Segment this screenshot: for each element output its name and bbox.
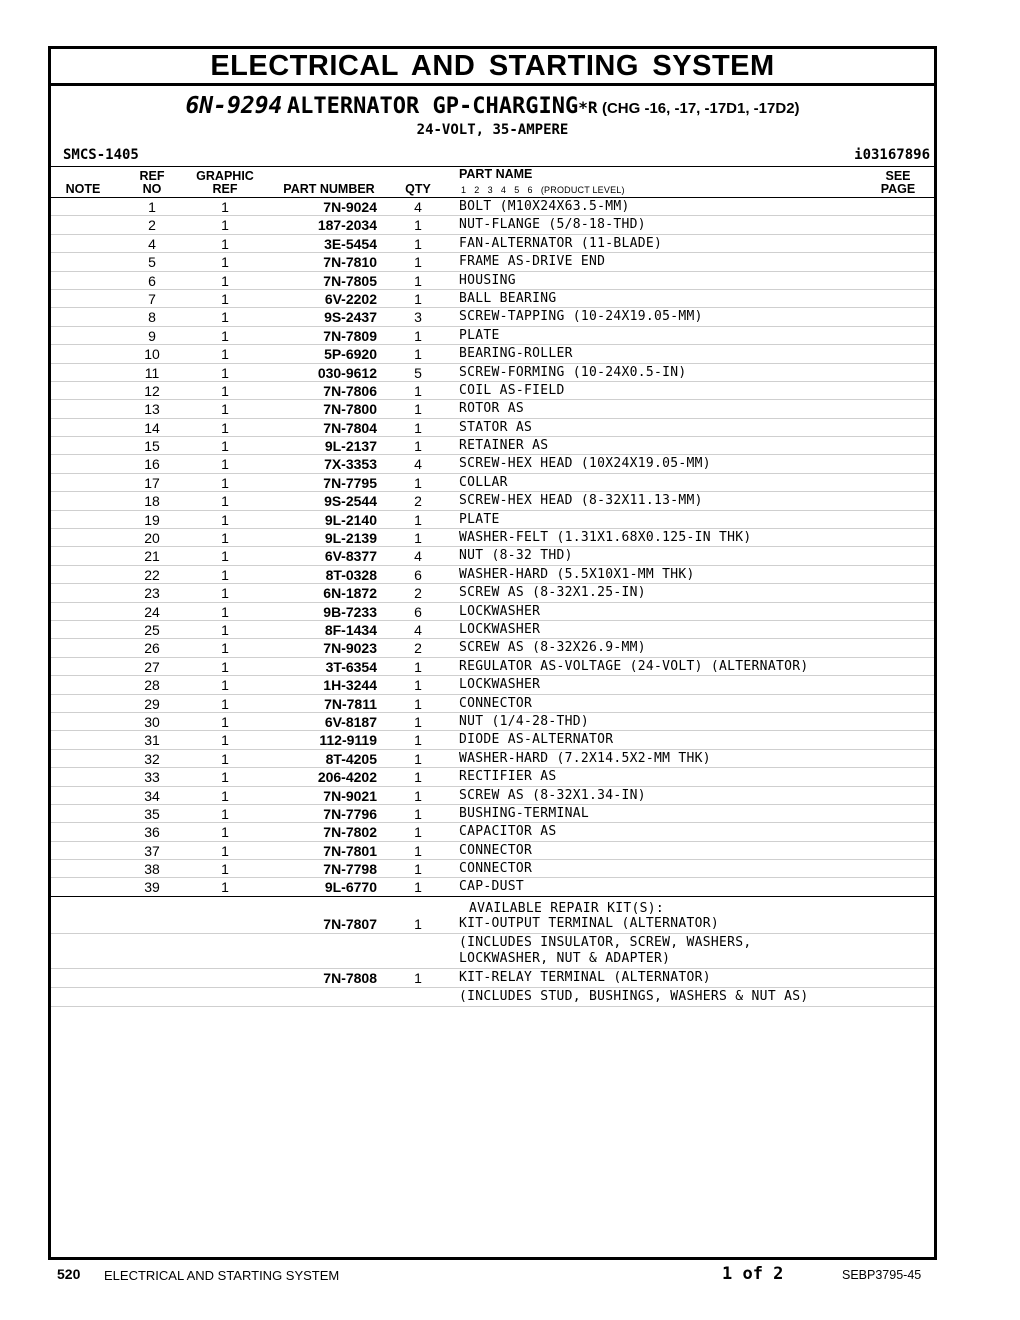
- part-name: PLATE: [459, 327, 500, 343]
- part-name: COIL AS-FIELD: [459, 382, 565, 398]
- ref-no: 6: [148, 272, 156, 289]
- part-number: 112-9119: [319, 732, 377, 749]
- col-graphic-bottom: REF: [212, 182, 238, 196]
- table-row: [51, 400, 934, 418]
- part-name: WASHER-FELT (1.31X1.68X0.125-IN THK): [459, 530, 752, 546]
- ref-no: 34: [144, 787, 160, 804]
- part-number: 7N-7806: [323, 382, 377, 399]
- quantity: 1: [414, 842, 422, 859]
- kit-name: KIT-OUTPUT TERMINAL (ALTERNATOR): [459, 915, 720, 931]
- ref-no: 20: [144, 530, 160, 547]
- quantity: 1: [414, 695, 422, 712]
- part-name: SCREW-TAPPING (10-24X19.05-MM): [459, 309, 703, 325]
- part-number: 9S-2544: [324, 493, 377, 510]
- part-name: LOCKWASHER: [459, 603, 541, 619]
- table-row: [51, 584, 934, 602]
- kit-name: (INCLUDES INSULATOR, SCREW, WASHERS, LOCKWASHER, NUT & ADAPTER): [459, 934, 752, 966]
- quantity: 4: [414, 456, 422, 473]
- kit-row: [51, 969, 934, 988]
- graphic-ref: 1: [221, 419, 229, 436]
- graphic-ref: 1: [221, 824, 229, 841]
- part-name: SCREW-FORMING (10-24X0.5-IN): [459, 364, 687, 380]
- quantity: 1: [414, 346, 422, 363]
- graphic-ref: 1: [221, 879, 229, 896]
- quantity: 1: [414, 861, 422, 878]
- part-number: 7N-7811: [324, 695, 377, 712]
- ref-no: 39: [144, 879, 160, 896]
- group-marker: *R: [578, 98, 598, 117]
- ref-no: 26: [144, 640, 160, 657]
- table-row: [51, 419, 934, 437]
- part-name: NUT (1/4-28-THD): [459, 713, 590, 729]
- graphic-ref: 1: [221, 401, 229, 418]
- ref-no: 37: [144, 842, 160, 859]
- graphic-ref: 1: [221, 585, 229, 602]
- table-row: [51, 750, 934, 768]
- table-row: [51, 878, 934, 896]
- part-name: BALL BEARING: [459, 290, 557, 306]
- ref-no: 4: [148, 235, 156, 252]
- quantity: 1: [414, 658, 422, 675]
- col-qty: QTY: [405, 182, 431, 196]
- ref-no: 13: [144, 401, 160, 418]
- kit-heading-row: [51, 897, 934, 915]
- quantity: 6: [414, 603, 422, 620]
- ref-no: 2: [148, 217, 156, 234]
- part-number: 6V-8377: [324, 548, 377, 565]
- table-row: [51, 529, 934, 547]
- quantity: 1: [414, 787, 422, 804]
- part-name: CONNECTOR: [459, 695, 533, 711]
- table-row: [51, 455, 934, 473]
- graphic-ref: 1: [221, 235, 229, 252]
- graphic-ref: 1: [221, 787, 229, 804]
- parts-table: [51, 198, 934, 897]
- part-number: 7N-9023: [323, 640, 377, 657]
- part-name: WASHER-HARD (5.5X10X1-MM THK): [459, 566, 695, 582]
- ref-no: 21: [144, 548, 160, 565]
- col-part-name: PART NAME: [459, 167, 533, 181]
- smcs-code: SMCS-1405: [63, 147, 139, 163]
- graphic-ref: 1: [221, 309, 229, 326]
- ref-no: 29: [144, 695, 160, 712]
- part-name: RETAINER AS: [459, 438, 549, 454]
- part-number: 7N-7801: [323, 842, 377, 859]
- quantity: 1: [414, 750, 422, 767]
- ref-no: 10: [144, 346, 160, 363]
- graphic-ref: 1: [221, 456, 229, 473]
- part-number: 5P-6920: [324, 346, 377, 363]
- quantity: 1: [414, 769, 422, 786]
- graphic-ref: 1: [221, 530, 229, 547]
- group-title: [51, 93, 934, 122]
- part-name: CONNECTOR: [459, 842, 533, 858]
- page-frame: [48, 46, 937, 1260]
- quantity: 4: [414, 199, 422, 215]
- quantity: 2: [414, 493, 422, 510]
- table-row: [51, 290, 934, 308]
- footer-sheet: 1 of 2: [722, 1264, 784, 1284]
- part-name: REGULATOR AS-VOLTAGE (24-VOLT) (ALTERNATOR): [459, 658, 809, 674]
- kit-row: [51, 915, 934, 934]
- col-ref-top: REF: [139, 169, 165, 183]
- quantity: 1: [414, 824, 422, 841]
- ref-no: 11: [144, 364, 160, 381]
- quantity: 1: [414, 511, 422, 528]
- ref-no: 24: [144, 603, 160, 620]
- graphic-ref: 1: [221, 327, 229, 344]
- part-number: 8F-1434: [324, 621, 377, 638]
- ref-no: 22: [144, 566, 160, 583]
- part-name: CAPACITOR AS: [459, 824, 557, 840]
- part-number: 6N-1872: [323, 585, 377, 602]
- col-see-bottom: PAGE: [880, 182, 916, 196]
- table-row: [51, 308, 934, 326]
- footer-section: ELECTRICAL AND STARTING SYSTEM: [104, 1268, 340, 1283]
- title-band: [51, 49, 934, 86]
- part-number: 9L-2140: [324, 511, 377, 528]
- col-ref-bottom: NO: [142, 182, 162, 196]
- quantity: 2: [414, 640, 422, 657]
- kit-row: [51, 988, 934, 1007]
- kit-name: (INCLUDES STUD, BUSHINGS, WASHERS & NUT AS): [459, 988, 809, 1004]
- part-number: 7N-7804: [323, 419, 377, 436]
- kit-quantity: 1: [414, 969, 422, 986]
- table-row: [51, 621, 934, 639]
- ref-no: 38: [144, 861, 160, 878]
- ref-no: 18: [144, 493, 160, 510]
- graphic-ref: 1: [221, 621, 229, 638]
- part-name: DIODE AS-ALTERNATOR: [459, 732, 614, 748]
- graphic-ref: 1: [221, 732, 229, 749]
- part-name: CONNECTOR: [459, 861, 533, 877]
- quantity: 1: [414, 713, 422, 730]
- col-note: NOTE: [65, 182, 101, 196]
- part-number: 3E-5454: [324, 235, 377, 252]
- kit-row: [51, 934, 934, 969]
- quantity: 1: [414, 235, 422, 252]
- table-row: [51, 787, 934, 805]
- col-product-levels: 1 2 3 4 5 6 (PRODUCT LEVEL): [461, 185, 625, 195]
- graphic-ref: 1: [221, 640, 229, 657]
- graphic-ref: 1: [221, 695, 229, 712]
- table-row: [51, 437, 934, 455]
- table-row: [51, 364, 934, 382]
- part-name: FRAME AS-DRIVE END: [459, 254, 606, 270]
- graphic-ref: 1: [221, 382, 229, 399]
- ref-no: 28: [144, 677, 160, 694]
- graphic-ref: 1: [221, 254, 229, 271]
- part-name: CAP-DUST: [459, 879, 525, 895]
- graphic-ref: 1: [221, 658, 229, 675]
- graphic-ref: 1: [221, 805, 229, 822]
- ref-no: 32: [144, 750, 160, 767]
- graphic-ref: 1: [221, 199, 229, 215]
- table-row: [51, 547, 934, 565]
- ref-no: 31: [144, 732, 160, 749]
- quantity: 6: [414, 566, 422, 583]
- quantity: 1: [414, 327, 422, 344]
- part-name: SCREW AS (8-32X26.9-MM): [459, 640, 646, 656]
- table-row: [51, 823, 934, 841]
- table-row: [51, 658, 934, 676]
- quantity: 1: [414, 254, 422, 271]
- part-name: ROTOR AS: [459, 401, 525, 417]
- ref-no: 36: [144, 824, 160, 841]
- part-number: 7N-9021: [323, 787, 377, 804]
- quantity: 1: [414, 272, 422, 289]
- kit-heading: AVAILABLE REPAIR KIT(S):: [469, 900, 665, 916]
- table-row: [51, 603, 934, 621]
- table-row: [51, 511, 934, 529]
- quantity: 1: [414, 732, 422, 749]
- col-graphic-top: GRAPHIC: [196, 169, 254, 183]
- graphic-ref: 1: [221, 713, 229, 730]
- quantity: 1: [414, 677, 422, 694]
- quantity: 1: [414, 382, 422, 399]
- part-name: COLLAR: [459, 474, 508, 490]
- quantity: 1: [414, 290, 422, 307]
- table-row: [51, 639, 934, 657]
- part-number: 7X-3353: [324, 456, 377, 473]
- quantity: 2: [414, 585, 422, 602]
- part-number: 9S-2437: [324, 309, 377, 326]
- table-row: [51, 805, 934, 823]
- main-title: ELECTRICAL AND STARTING SYSTEM: [210, 50, 775, 82]
- table-row: [51, 474, 934, 492]
- quantity: 1: [414, 805, 422, 822]
- part-number: 8T-0328: [325, 566, 377, 583]
- part-number: 1H-3244: [323, 677, 377, 694]
- part-number: 7N-9024: [323, 199, 377, 215]
- part-name: LOCKWASHER: [459, 677, 541, 693]
- graphic-ref: 1: [221, 769, 229, 786]
- graphic-ref: 1: [221, 272, 229, 289]
- table-row: [51, 253, 934, 271]
- page-footer: [0, 1266, 1020, 1286]
- graphic-ref: 1: [221, 750, 229, 767]
- document-ident: i03167896: [854, 147, 930, 163]
- table-row: [51, 492, 934, 510]
- part-name: PLATE: [459, 511, 500, 527]
- part-number: 9L-2139: [324, 530, 377, 547]
- ref-no: 30: [144, 713, 160, 730]
- graphic-ref: 1: [221, 474, 229, 491]
- part-name: BUSHING-TERMINAL: [459, 805, 590, 821]
- kits-table: [51, 915, 934, 1007]
- part-name: NUT (8-32 THD): [459, 548, 573, 564]
- part-number: 7N-7805: [323, 272, 377, 289]
- quantity: 1: [414, 419, 422, 436]
- quantity: 1: [414, 438, 422, 455]
- table-row: [51, 842, 934, 860]
- part-name: SCREW AS (8-32X1.34-IN): [459, 787, 646, 803]
- part-number: 7N-7810: [323, 254, 377, 271]
- ref-no: 9: [148, 327, 156, 344]
- graphic-ref: 1: [221, 438, 229, 455]
- part-number: 9L-2137: [324, 438, 377, 455]
- part-number: 7N-7802: [323, 824, 377, 841]
- ref-no: 12: [144, 382, 160, 399]
- smcs-row: [51, 144, 934, 166]
- table-row: [51, 768, 934, 786]
- table-row: [51, 272, 934, 290]
- footer-document: SEBP3795-45: [842, 1268, 922, 1282]
- part-number: 6V-2202: [324, 290, 377, 307]
- ref-no: 23: [144, 585, 160, 602]
- ref-no: 16: [144, 456, 160, 473]
- part-number: 9B-7233: [323, 603, 377, 620]
- group-models: (CHG -16, -17, -17D1, -17D2): [601, 100, 800, 117]
- quantity: 3: [414, 309, 422, 326]
- part-name: SCREW-HEX HEAD (10X24X19.05-MM): [459, 456, 711, 472]
- ref-no: 7: [148, 290, 156, 307]
- part-name: RECTIFIER AS: [459, 769, 557, 785]
- kit-part-number: 7N-7808: [323, 969, 377, 986]
- quantity: 4: [414, 621, 422, 638]
- table-row: [51, 695, 934, 713]
- group-spec: 24-VOLT, 35-AMPERE: [416, 122, 569, 138]
- graphic-ref: 1: [221, 861, 229, 878]
- part-number: 3T-6354: [325, 658, 377, 675]
- part-name: SCREW-HEX HEAD (8-32X11.13-MM): [459, 493, 703, 509]
- table-header: [51, 166, 934, 198]
- ref-no: 35: [144, 805, 160, 822]
- table-row: [51, 327, 934, 345]
- kit-part-number: 7N-7807: [323, 915, 377, 932]
- group-part-name: ALTERNATOR GP-CHARGING: [286, 94, 579, 119]
- ref-no: 19: [144, 511, 160, 528]
- graphic-ref: 1: [221, 346, 229, 363]
- part-name: BOLT (M10X24X63.5-MM): [459, 199, 630, 214]
- table-row: [51, 216, 934, 234]
- part-number: 8T-4205: [325, 750, 377, 767]
- ref-no: 1: [148, 199, 156, 215]
- graphic-ref: 1: [221, 511, 229, 528]
- table-row: [51, 860, 934, 878]
- kit-name: KIT-RELAY TERMINAL (ALTERNATOR): [459, 969, 711, 985]
- table-row: [51, 235, 934, 253]
- part-number: 6V-8187: [324, 713, 377, 730]
- ref-no: 27: [144, 658, 160, 675]
- part-number: 206-4202: [317, 769, 377, 786]
- table-row: [51, 345, 934, 363]
- table-row: [51, 382, 934, 400]
- kit-quantity: 1: [414, 915, 422, 932]
- ref-no: 15: [144, 438, 160, 455]
- quantity: 1: [414, 879, 422, 896]
- part-name: STATOR AS: [459, 419, 533, 435]
- part-name: FAN-ALTERNATOR (11-BLADE): [459, 235, 663, 251]
- part-number: 7N-7796: [323, 805, 377, 822]
- col-part-number: PART NUMBER: [283, 182, 375, 196]
- table-row: [51, 198, 934, 216]
- footer-page-number: 520: [57, 1266, 81, 1282]
- quantity: 1: [414, 401, 422, 418]
- part-number: 187-2034: [317, 217, 377, 234]
- table-row: [51, 713, 934, 731]
- graphic-ref: 1: [221, 566, 229, 583]
- part-number: 7N-7800: [323, 401, 377, 418]
- ref-no: 17: [144, 474, 160, 491]
- part-name: NUT-FLANGE (5/8-18-THD): [459, 217, 646, 233]
- quantity: 1: [414, 530, 422, 547]
- ref-no: 25: [144, 621, 160, 638]
- graphic-ref: 1: [221, 548, 229, 565]
- part-number: 7N-7809: [323, 327, 377, 344]
- col-see-top: SEE: [885, 169, 911, 183]
- part-number: 030-9612: [317, 364, 377, 381]
- table-row: [51, 731, 934, 749]
- graphic-ref: 1: [221, 842, 229, 859]
- graphic-ref: 1: [221, 493, 229, 510]
- part-name: HOUSING: [459, 272, 516, 288]
- part-name: BEARING-ROLLER: [459, 346, 573, 362]
- graphic-ref: 1: [221, 290, 229, 307]
- table-row: [51, 566, 934, 584]
- part-number: 7N-7798: [323, 861, 377, 878]
- part-number: 9L-6770: [324, 879, 377, 896]
- part-name: WASHER-HARD (7.2X14.5X2-MM THK): [459, 750, 711, 766]
- quantity: 4: [414, 548, 422, 565]
- quantity: 5: [414, 364, 422, 381]
- ref-no: 5: [148, 254, 156, 271]
- ref-no: 33: [144, 769, 160, 786]
- ref-no: 14: [144, 419, 160, 436]
- graphic-ref: 1: [221, 603, 229, 620]
- part-number: 7N-7795: [323, 474, 377, 491]
- graphic-ref: 1: [221, 217, 229, 234]
- table-row: [51, 676, 934, 694]
- graphic-ref: 1: [221, 677, 229, 694]
- ref-no: 8: [148, 309, 156, 326]
- part-name: SCREW AS (8-32X1.25-IN): [459, 585, 646, 601]
- graphic-ref: 1: [221, 364, 229, 381]
- quantity: 1: [414, 474, 422, 491]
- part-name: LOCKWASHER: [459, 621, 541, 637]
- quantity: 1: [414, 217, 422, 234]
- group-part-number: 6N-9294: [185, 93, 283, 119]
